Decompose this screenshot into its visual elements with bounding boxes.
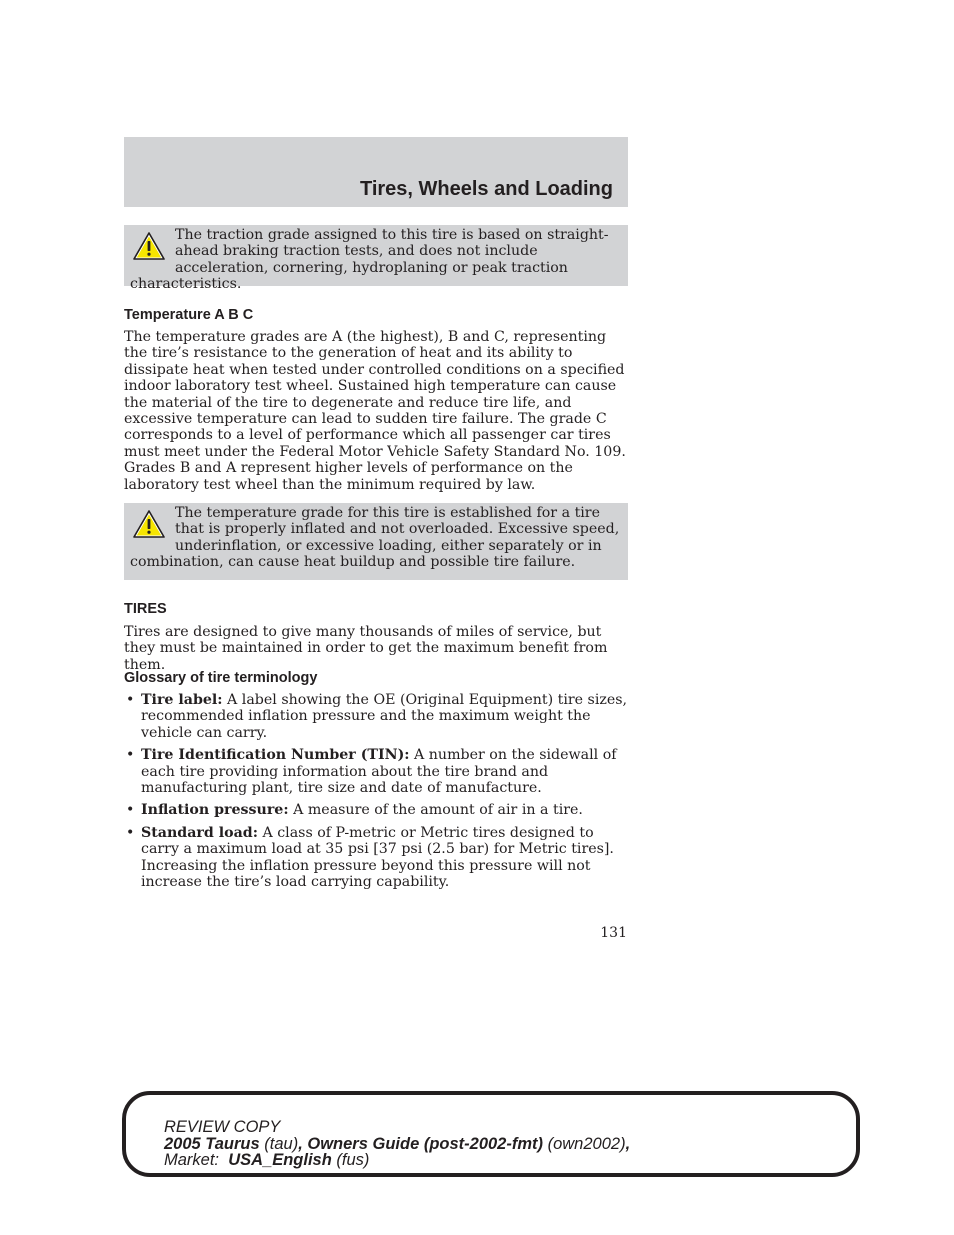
glossary-definition: A class of P-metric or Metric tires designed to carry a maximum load at 35 psi [37 psi (2.5 bar) for Metric tires]. Increasing the inflation pressure beyond this pressure will not increase the tire’s load carrying capability. bbox=[141, 824, 614, 891]
temperature-body: The temperature grades are A (the highest), B and C, representing the tire’s resistance to the generation of heat and its ability to dissipate heat when tested under controlled conditions on a specified indoor laboratory test wheel. Sustained high temperature can cause the material of the tire to degenerate and reduce tire life, and excessive temperature can lead to sudden tire failure. The grade C corresponds to a level of performance which all passenger car tires must meet under the Federal Motor Vehicle Safety Standard No. 109. Grades B and A represent higher levels of performance on the laboratory test wheel than the minimum required by law. bbox=[124, 329, 626, 493]
warning-triangle-icon bbox=[133, 231, 165, 261]
warning-box-traction bbox=[124, 225, 628, 293]
temperature-heading: Temperature A B C bbox=[124, 307, 254, 323]
warning-text-traction: The traction grade assigned to this tire is based on straight-ahead braking traction tests, and does not include acceleration, cornering, hydroplaning or peak traction characteristics. bbox=[130, 227, 609, 293]
temperature-section bbox=[124, 307, 628, 493]
list-item bbox=[124, 825, 628, 891]
model-name: 2005 Taurus bbox=[164, 1134, 260, 1153]
guide-name: , Owners Guide (post-2002-fmt) bbox=[298, 1134, 544, 1153]
tires-heading: TIRES bbox=[124, 601, 167, 617]
warning-triangle-icon bbox=[133, 509, 165, 539]
market-code: (fus) bbox=[331, 1151, 370, 1169]
market-line bbox=[164, 1152, 630, 1169]
glossary-section bbox=[124, 670, 628, 896]
review-copy-text bbox=[164, 1119, 630, 1169]
glossary-term: Tire Identification Number (TIN): bbox=[141, 747, 410, 764]
glossary-term: Standard load: bbox=[141, 824, 258, 841]
glossary-heading: Glossary of tire terminology bbox=[124, 670, 318, 686]
warning-text-temperature: The temperature grade for this tire is established for a tire that is properly inflated and not overloaded. Excessive speed, underinflation, or excessive loading, either separately or in combination, can cause heat buildup and possible tire failure. bbox=[130, 505, 620, 571]
review-copy-label: REVIEW COPY bbox=[164, 1118, 281, 1136]
review-copy-box bbox=[122, 1091, 860, 1177]
market-label: Market: bbox=[164, 1151, 229, 1169]
list-item bbox=[124, 747, 628, 796]
bullet-icon: • bbox=[126, 824, 135, 841]
page-number: 131 bbox=[600, 925, 627, 941]
info-comma: , bbox=[625, 1134, 631, 1153]
guide-code: (own2002) bbox=[543, 1134, 626, 1153]
page-title: Tires, Wheels and Loading bbox=[359, 178, 613, 200]
tires-body: Tires are designed to give many thousands of miles of service, but they must be maintained in order to get the maximum benefit from them. bbox=[124, 624, 608, 673]
glossary-definition: A label showing the OE (Original Equipment) tire sizes, recommended inflation pressure and the maximum weight the vehicle can carry. bbox=[141, 692, 628, 741]
document-info-line bbox=[164, 1136, 630, 1153]
glossary-list bbox=[124, 692, 628, 890]
glossary-definition: A measure of the amount of air in a tire. bbox=[288, 802, 583, 819]
model-code: (tau) bbox=[259, 1134, 299, 1153]
glossary-definition: A number on the sidewall of each tire providing information about the tire brand and manufacturing plant, tire size and date of manufacture. bbox=[141, 747, 617, 797]
bullet-icon: • bbox=[126, 747, 135, 764]
bullet-icon: • bbox=[126, 802, 135, 819]
warning-box-temperature bbox=[124, 503, 628, 580]
tires-section bbox=[124, 601, 628, 673]
market-name: USA_English bbox=[228, 1151, 332, 1169]
glossary-term: Tire label: bbox=[141, 692, 223, 708]
section-header-band bbox=[124, 137, 628, 207]
list-item bbox=[124, 692, 628, 741]
bullet-icon: • bbox=[126, 692, 135, 708]
glossary-term: Inflation pressure: bbox=[141, 802, 289, 819]
list-item bbox=[124, 802, 628, 818]
